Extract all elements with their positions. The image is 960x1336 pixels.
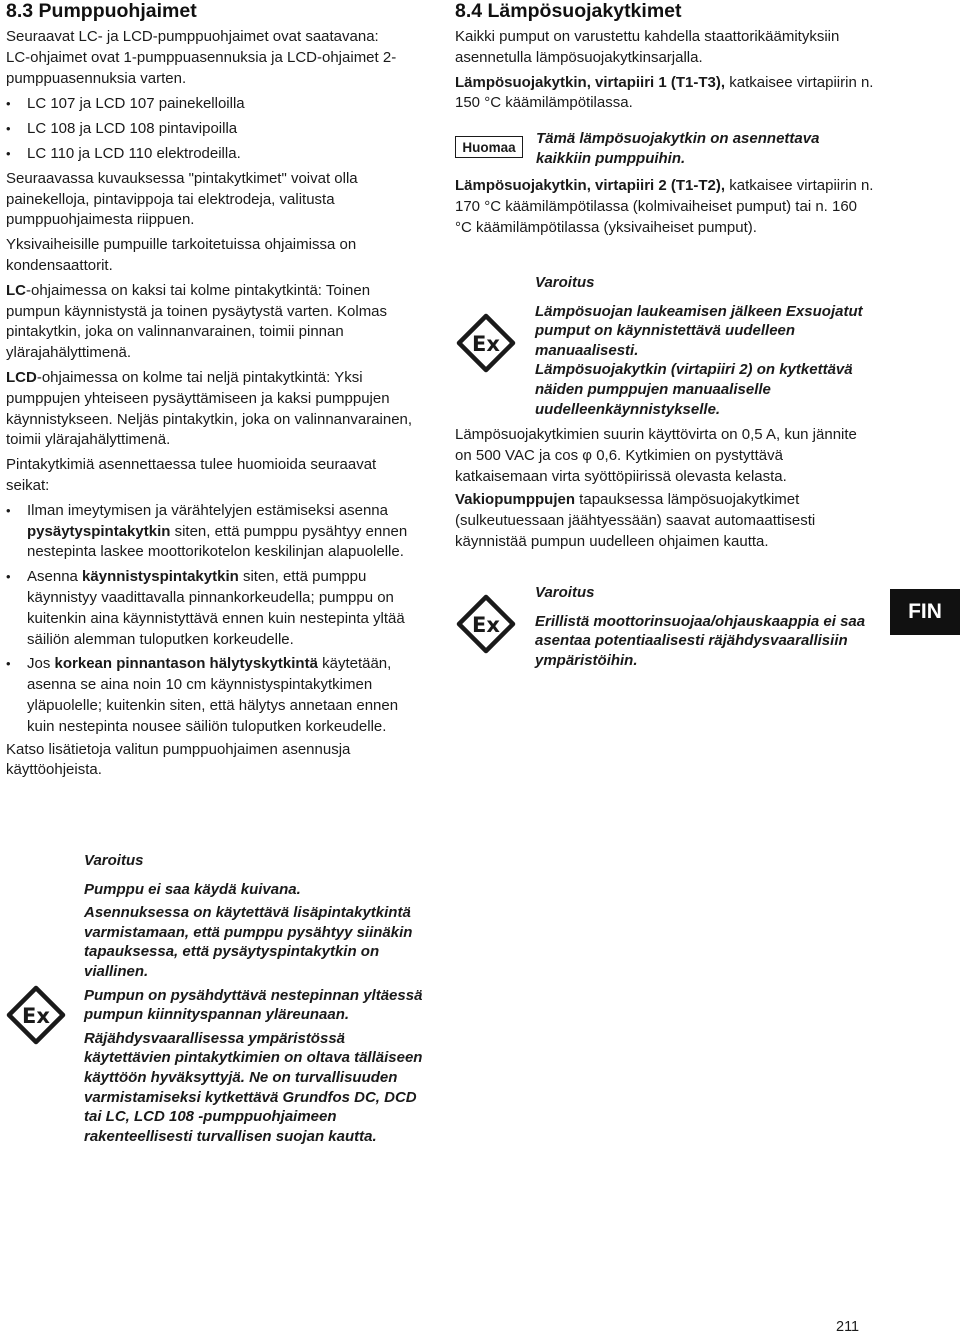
note-label-box: Huomaa [455,136,523,158]
ex-icon [456,313,516,373]
warning-line: Asennuksessa on käytettävä lisäpintakytkintä varmistamaan, että pumppu pysähtyy siinäkin tapauksessa, että pysäytyspintakytkin on viallinen. [84,904,413,980]
warning-thermal-restart [535,273,875,419]
lcd-paragraph [6,368,421,451]
list-item: • LC 108 ja LCD 108 pintavipoilla [6,119,421,140]
list-item: • LC 107 ja LCD 107 painekelloilla [6,94,421,115]
lcd-label: LCD [6,368,37,386]
standard-pumps-paragraph: Vakiopumppujen tapauksessa lämpösuojakytkimet (sulkeutuessaan jäähtyessään) saavat automaattisesti käynnistää pumpun uudelleen ohjaimen kautta. [455,491,816,550]
intro-paragraph: Seuraavat LC- ja LCD-pumppuohjaimet ovat saatavana: [6,28,379,45]
list-item: • Jos korkean pinnantason hälytyskytkintä käytetään, asenna se aina noin 10 cm käynnistyspintakytkimen yläpuolelle; kuitenkin siten, että hälytys annetaan ennen kuin nestepinta nousee säiliön tuloputken korkeudelle. [6,654,421,737]
list-item: • Ilman imeytymisen ja värähtelyjen estämiseksi asenna pysäytyspintakytkin siten, että pumppu pysähtyy ennen nestepinta laskee moottorikotelon keskilinjan alapuolelle. [6,501,421,563]
warning-motor-protection [535,583,875,670]
note-text: Tämä lämpösuojakytkin on asennettava kaikkiin pumppuihin. [536,130,820,167]
ex-symbol-text: Ex [472,332,500,356]
page-number: 211 [836,1319,860,1335]
max-current-paragraph: Lämpösuojakytkimien suurin käyttövirta on 0,5 A, kun jännite on 500 VAC ja cos φ 0,6. Kytkimien on pystyttävä katkaisemaan virta syöttöpiirissä olevasta kelasta. [455,426,857,485]
thermal-intro: Kaikki pumput on varustettu kahdella staattorikäämityksiin asennetulla lämpösuojakytkinsarjalla. [455,28,840,66]
circuit-1-paragraph: Lämpösuojakytkin, virtapiiri 1 (T1-T3), katkaisee virtapiirin n. 150 °C käämilämpötilassa. [455,73,874,112]
consider-paragraph: Pintakytkimiä asennettaessa tulee huomioida seuraavat seikat: [6,456,377,494]
single-phase-paragraph: Yksivaiheisille pumpuille tarkoitetuissa ohjaimissa on kondensaattorit. [6,236,357,274]
description-paragraph: Seuraavassa kuvauksessa "pintakytkimet" voivat olla painekelloja, pintavippoja tai elektrodeja, valitusta pumppuohjaimesta riippuen. [6,169,358,229]
warning-line: Pumppu ei saa käydä kuivana. [84,880,301,898]
controller-list [6,94,421,164]
list-item: • LC 110 ja LCD 110 elektrodeilla. [6,144,421,165]
left-column [6,0,421,781]
right-column [455,0,875,114]
ex-icon [6,985,66,1045]
more-info-paragraph: Katso lisätietoja valitun pumppuohjaimen asennusja käyttöohjeista. [6,740,351,779]
right-column-lower [455,425,875,553]
installation-list [6,501,421,738]
warning-line: Räjähdysvaarallisessa ympäristössä käytettävien pintakytkimien on oltava tälläiseen käyttöön hyväksyttyjä. Ne on turvallisuuden varmistamiseksi kytkettävä Grundfos DC, DCD tai LC, LCD 108 -pumppuohjaimeen rakenteellisesti turvallisen suojan kautta. [84,1029,423,1145]
warning-line: Erillistä moottorinsuojaa/ohjauskaappia ei saa asentaa potentiaalisesti räjähdysvaarallisiin ympäristöihin. [535,612,866,669]
warning-line: Pumpun on pysähdyttävä nestepinnan yltäessä pumpun kiinnityspannan yläreunaan. [84,986,423,1024]
warning-title: Varoitus [535,584,595,601]
warning-line: Lämpösuojakytkin (virtapiiri 2) on kytkettävä näiden pumppujen manuaaliselle uudelleenkäynnistykselle. [535,361,853,418]
ex-icon [456,594,516,654]
warning-dry-run [84,851,424,1146]
list-item: • Asenna käynnistyspintakytkin siten, että pumppu käynnistyy vaadittavalla pinnankorkeudella; pumppu on kuitenkin aina käynnistyttävä ennen kuin nestepinta yltää säiliön alemman tuloputken korkeudelle. [6,567,421,650]
lc-paragraph [6,281,421,364]
warning-line: Lämpösuojan laukeamisen jälkeen Exsuojatut pumput on käynnistettävä uudelleen manuaalisesti. [535,302,863,359]
lc-text: -ohjaimessa on kaksi tai kolme pintakytkintä: Toinen pumpun käynnistystä ja toinen pysäytystä varten. Kolmas pintakytkin, joka on valinnanvarainen, toimii pinnan ylärajahälyttimenä. [6,281,388,362]
intro-paragraph-2: LC-ohjaimet ovat 1-pumppuasennuksia ja LCD-ohjaimet 2-pumppuasennuksia varten. [6,48,397,87]
right-column-cont [455,176,875,238]
section-heading-8-3: 8.3 Pumppuohjaimet [6,0,197,22]
lc-label: LC [6,281,26,299]
warning-title: Varoitus [535,274,595,291]
circuit-2-paragraph: Lämpösuojakytkin, virtapiiri 2 (T1-T2), katkaisee virtapiirin n. 170 °C käämilämpötilassa (kolmivaiheiset pumput) tai n. 160 °C käämilämpötilassa (yksivaiheiset pumput). [455,177,874,236]
section-heading-8-4: 8.4 Lämpösuojakytkimet [455,0,682,22]
ex-symbol-text: Ex [472,613,500,637]
lcd-text: -ohjaimessa on kolme tai neljä pintakytkintä: Yksi pumppujen yhteiseen pysäyttämiseen ja kaksi pumppujen käynnistykseen. Neljäs pintakytkin, joka on valinnanvarainen, toimii ylärajahälyttimenä. [6,368,413,449]
ex-symbol-text: Ex [22,1004,50,1028]
warning-title: Varoitus [84,852,144,869]
language-tab: FIN [890,589,960,635]
